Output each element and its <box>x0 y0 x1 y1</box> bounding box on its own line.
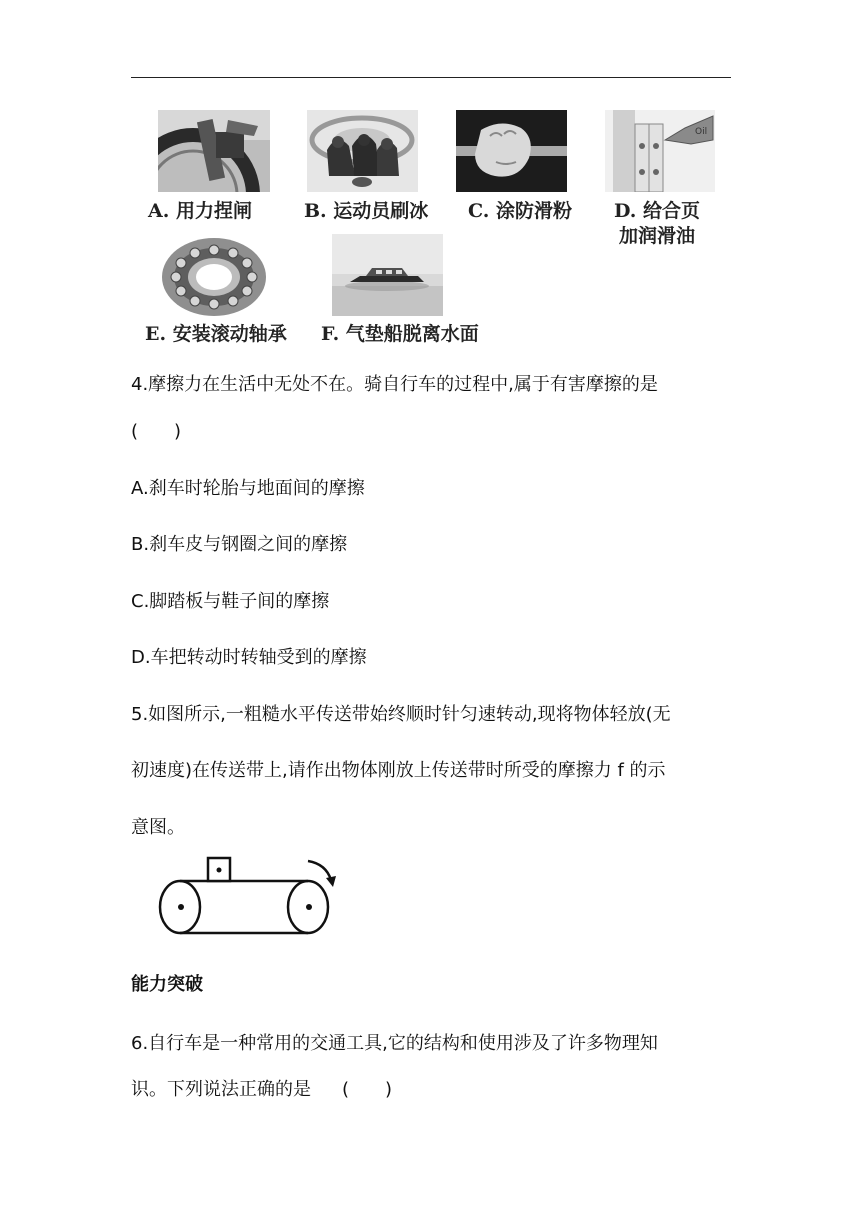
caption-c: C. 涂防滑粉 <box>468 200 573 222</box>
photo-bearing <box>158 236 270 318</box>
q4-option-a: A.刹车时轮胎与地面间的摩擦 <box>131 478 365 499</box>
q5-line1: 5.如图所示,一粗糙水平传送带始终顺时针匀速转动,现将物体轻放(无 <box>131 704 671 725</box>
arrow-head <box>326 876 336 887</box>
photo-hovercraft <box>332 234 443 316</box>
photo-brake <box>158 110 270 192</box>
svg-text:Oil: Oil <box>695 127 708 137</box>
q4-option-c: C.脚踏板与鞋子间的摩擦 <box>131 591 330 612</box>
caption-d-line1: D. 给合页 <box>614 200 701 222</box>
section-title: 能力突破 <box>131 974 203 995</box>
photo-chalk-hands <box>456 110 567 192</box>
photo-hinge <box>605 110 715 192</box>
q6-line2: 识。下列说法正确的是 <box>131 1079 311 1100</box>
object-center <box>217 868 222 873</box>
caption-a: A. 用力捏闸 <box>148 200 252 222</box>
q4-option-b: B.刹车皮与钢圈之间的摩擦 <box>131 534 348 555</box>
q5-line3: 意图。 <box>131 817 185 838</box>
caption-f: F. 气垫船脱离水面 <box>321 323 479 345</box>
q6-bracket: ( ) <box>342 1079 393 1100</box>
caption-e: E. 安装滚动轴承 <box>145 323 287 345</box>
q6-line1: 6.自行车是一种常用的交通工具,它的结构和使用涉及了许多物理知 <box>131 1033 658 1054</box>
left-pulley-center <box>178 904 184 910</box>
photo-curling <box>307 110 418 192</box>
q5-line2: 初速度)在传送带上,请作出物体刚放上传送带时所受的摩擦力 f 的示 <box>131 760 666 781</box>
caption-d-line2: 加润滑油 <box>619 225 696 247</box>
rotation-arrow <box>308 861 331 880</box>
q4-bracket: ( ) <box>131 421 182 442</box>
right-pulley-center <box>306 904 312 910</box>
caption-b: B. 运动员刷冰 <box>304 200 429 222</box>
top-rule <box>131 77 731 78</box>
conveyor-belt-diagram <box>150 850 350 940</box>
q4-stem: 4.摩擦力在生活中无处不在。骑自行车的过程中,属于有害摩擦的是 <box>131 374 658 395</box>
q4-option-d: D.车把转动时转轴受到的摩擦 <box>131 647 367 668</box>
